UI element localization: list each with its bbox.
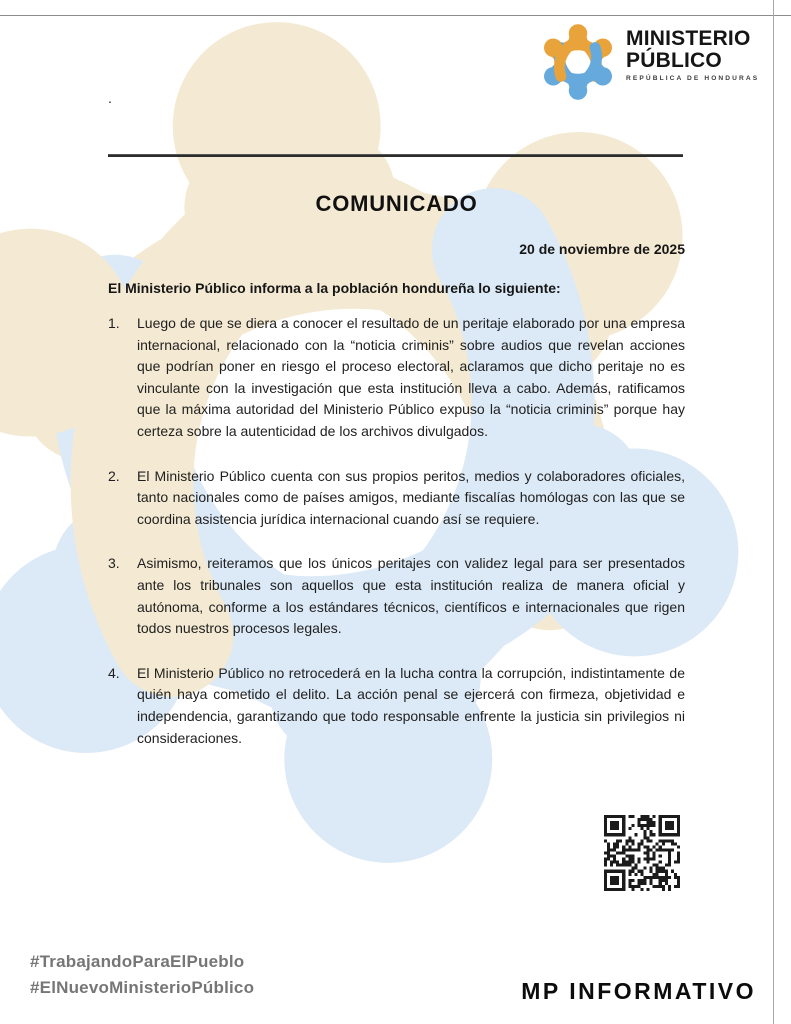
hashtag-nuevo-mp: #ElNuevoMinisterioPúblico [30, 978, 255, 997]
intro-line: El Ministerio Público informa a la población hondureña lo siguiente: [108, 280, 561, 296]
page-title: COMUNICADO [315, 191, 478, 216]
list-item-3 [108, 553, 685, 639]
qr-code-svg [604, 815, 680, 891]
ministerio-publico-logo [536, 20, 759, 104]
logo-subtitle: REPÚBLICA DE HONDURAS [626, 75, 760, 82]
list-item-number: 1. [108, 315, 120, 331]
logo-text [626, 20, 759, 82]
list-item-number: 4. [108, 664, 120, 681]
numbered-list [108, 313, 685, 772]
top-border-line [0, 15, 791, 16]
mp-informativo-brand: MP INFORMATIVO [521, 978, 756, 1004]
list-item-1 [108, 313, 685, 443]
list-item-text: Asimismo, reiteramos que los únicos peritajes con validez legal para ser presentados ante los tribunales son aquellos que esta institución realiza de manera oficial y autónoma, conforme a los estándares técnicos, científicos e internacionales que rigen todos nuestros procesos legales. [137, 555, 685, 637]
list-item-text: Luego de que se diera a conocer el resultado de un peritaje elaborado por una empresa internacional, relacionado con la “noticia criminis” sobre audios que revelan acciones que podrían poner en riesgo el proceso electoral, aclaramos que dicho peritaje no es vinculante con la investigación que esta institución lleva a cabo. Además, ratificamos que la máxima autoridad del Ministerio Público expuso la “noticia criminis” porque hay certeza sobre la autenticidad de los archivos divulgados. [137, 315, 685, 439]
logo-name-line1: MINISTERIO [626, 27, 751, 50]
header-divider-rule [108, 154, 683, 157]
hashtag-trabajando: #TrabajandoParaElPueblo [30, 952, 245, 971]
right-border-line [773, 0, 774, 1024]
people-circle-emblem-icon [536, 20, 620, 104]
list-item-number: 2. [108, 467, 120, 484]
qr-code [604, 815, 680, 891]
footer-hashtags [30, 949, 254, 1001]
document-date: 20 de noviembre de 2025 [519, 241, 685, 257]
stray-period-mark: . [108, 90, 112, 106]
logo-name-line2: PÚBLICO [626, 49, 722, 72]
list-item-2 [108, 466, 685, 531]
list-item-text: El Ministerio Público cuenta con sus propios peritos, medios y colaboradores oficiales, tanto nacionales como de países amigos, mediante fiscalías homólogas con las que se coordina asistencia jurídica internacional cuando así se requiere. [137, 467, 685, 527]
list-item-number: 3. [108, 555, 120, 572]
list-item-4 [108, 663, 685, 749]
list-item-text: El Ministerio Público no retrocederá en la lucha contra la corrupción, indistintamente de quién haya cometido el delito. La acción penal se ejercerá con firmeza, objetividad e independencia, garantizando que todo responsable enfrente la justicia sin privilegios ni consideraciones. [137, 664, 685, 746]
